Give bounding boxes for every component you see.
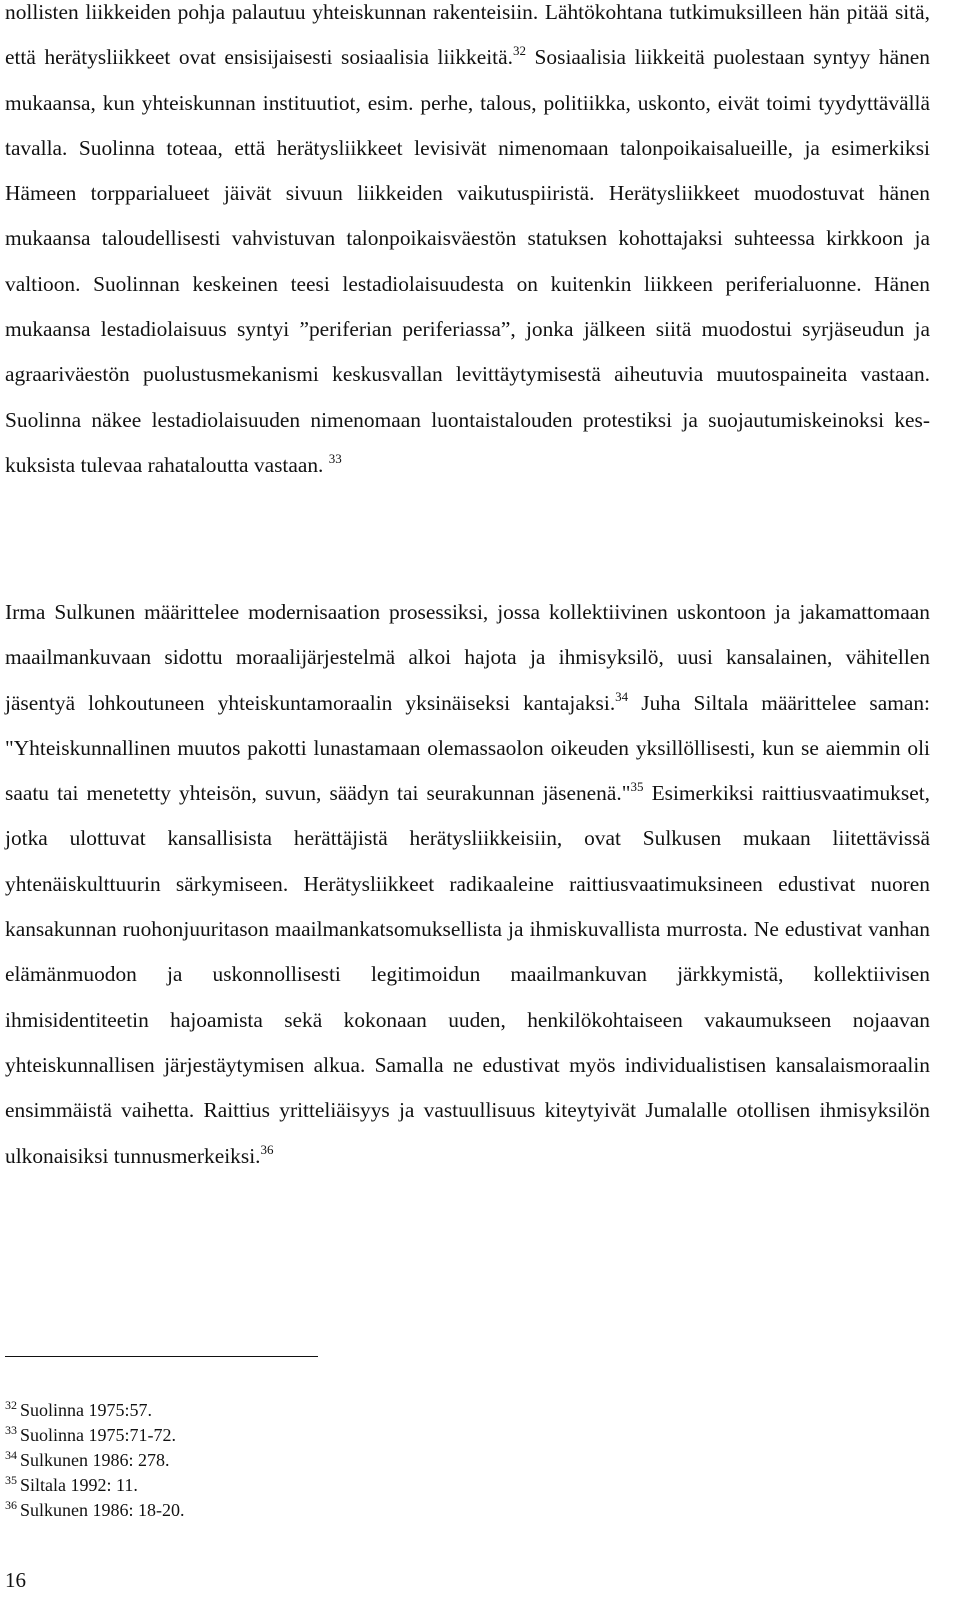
footnote-separator — [5, 1356, 318, 1357]
paragraph-text: nollisten liikkeiden pohja palautuu yhteiskunnan rakenteisiin. Lähtökohtana tutkimuksilleen hän pitää sitä, että herätysliikkeet ovat ensisijaisesti sosiaalisia liikkeitä. — [5, 0, 930, 70]
footnote-reference: 36 — [260, 1141, 274, 1157]
footnote — [5, 1448, 605, 1473]
footnote-number: 33 — [5, 1423, 17, 1437]
footnote-number: 34 — [5, 1448, 17, 1462]
footnote-reference: 35 — [630, 779, 644, 795]
footnote — [5, 1423, 605, 1448]
footnote-text: Suolinna 1975:57. — [20, 1400, 153, 1420]
footnote-text: Sulkunen 1986: 18-20. — [20, 1500, 185, 1520]
footnotes — [5, 1398, 605, 1523]
footnote — [5, 1473, 605, 1498]
footnote-reference: 33 — [328, 450, 342, 466]
paragraph-text: Juha Siltala määrittelee saman: "Yhteiskunnallinen muutos pakotti lunastamaan olemassaolon oikeuden yksillöllisesti, kun se aiemmin oli saatu tai menetetty yhteisön, suvun, säädyn tai seurakunnan jäsenenä." — [5, 690, 930, 806]
page-number: 16 — [5, 1568, 26, 1592]
footnote-number: 35 — [5, 1473, 17, 1487]
body-paragraph — [5, 590, 930, 1179]
footnote-reference: 32 — [512, 43, 526, 59]
footnote-text: Siltala 1992: 11. — [20, 1475, 138, 1495]
body-paragraph — [5, 0, 930, 488]
paragraph-text: Irma Sulkunen määrittelee modernisaation prosessiksi, jossa kollektiivinen uskontoon ja jakamattomaan maailmankuvaan sidottu moraalijärjestelmä alkoi hajota ja ihmisyksilö, uusi kansalainen, vähitellen jäsentyä lohkoutuneen yhteiskuntamoraalin yksinäiseksi kantajaksi. — [5, 600, 930, 715]
paragraph-text: Esimerkiksi raittiusvaatimukset, jotka ulottuvat kansallisista herättäjistä herätysliikkeisiin, ovat Sulkusen mukaan liitettävissä yhtenäiskulttuurin särkymiseen. Herätysliikkeet radikaaleine raittiusvaatimuksineen edustivat nuoren kansakunnan ruohonjuuritason maailmankatsomuksellista ja ihmiskuvallista murrosta. Ne edustivat vanhan elämänmuodon ja uskonnollisesti legitimoidun maailmankuvan järkkymistä, kollektiivisen ihmisidentiteetin hajoamista sekä kokonaan uuden, henkilökohtaiseen vakaumukseen nojaavan yhteiskunnallisen järjestäytymisen alkua. Samalla ne edustivat myös individualistisen kansalaismoraalin ensimmäistä vaihetta. Raittius yritteliäisyys ja vastuullisuus kiteytyivät Jumalalle otollisen ihmisyksilön ulkonaisiksi tunnusmerkeiksi. — [5, 781, 930, 1168]
footnote — [5, 1398, 605, 1423]
footnote-text: Suolinna 1975:71-72. — [20, 1425, 176, 1445]
footnote — [5, 1498, 605, 1523]
footnote-number: 36 — [5, 1498, 17, 1512]
footnote-reference: 34 — [615, 688, 629, 704]
footnote-text: Sulkunen 1986: 278. — [20, 1450, 170, 1470]
footnote-number: 32 — [5, 1398, 17, 1412]
paragraph-text: Sosiaalisia liikkeitä puolestaan syntyy hänen mukaansa, kun yhteiskunnan instituutiot, esim. perhe, talous, politiikka, uskonto, eivät toimi tyydyttävällä tavalla. Suolinna toteaa, että herätysliikkeet levisivät nimenomaan talonpoikaisalueille, ja esimerkiksi Hämeen torpparialueet jäivät sivuun liikkeiden vaikutuspiiristä. Herätysliikkeet muodostuvat hänen mukaansa taloudellisesti vahvistuvan talonpoikaisväestön statuksen kohottajaksi suhteessa kirkkoon ja valtioon. Suolinnan keskeinen teesi lestadiolaisuudesta on kuitenkin liikkeen periferialuonne. Hänen mukaansa lestadiolaisuus syntyi ”periferian periferiassa”, jonka jälkeen siitä muodostui syrjäseudun ja agraariväestön puolustusmekanismi keskusvallan levittäytymisestä aiheutuvia muutospaineita vastaan. Suolinna näkee lestadiolaisuuden nimenomaan luontaistalouden protestiksi ja suojautumiskeinoksi keskuksista tulevaa rahataloutta vastaan. — [5, 45, 930, 477]
